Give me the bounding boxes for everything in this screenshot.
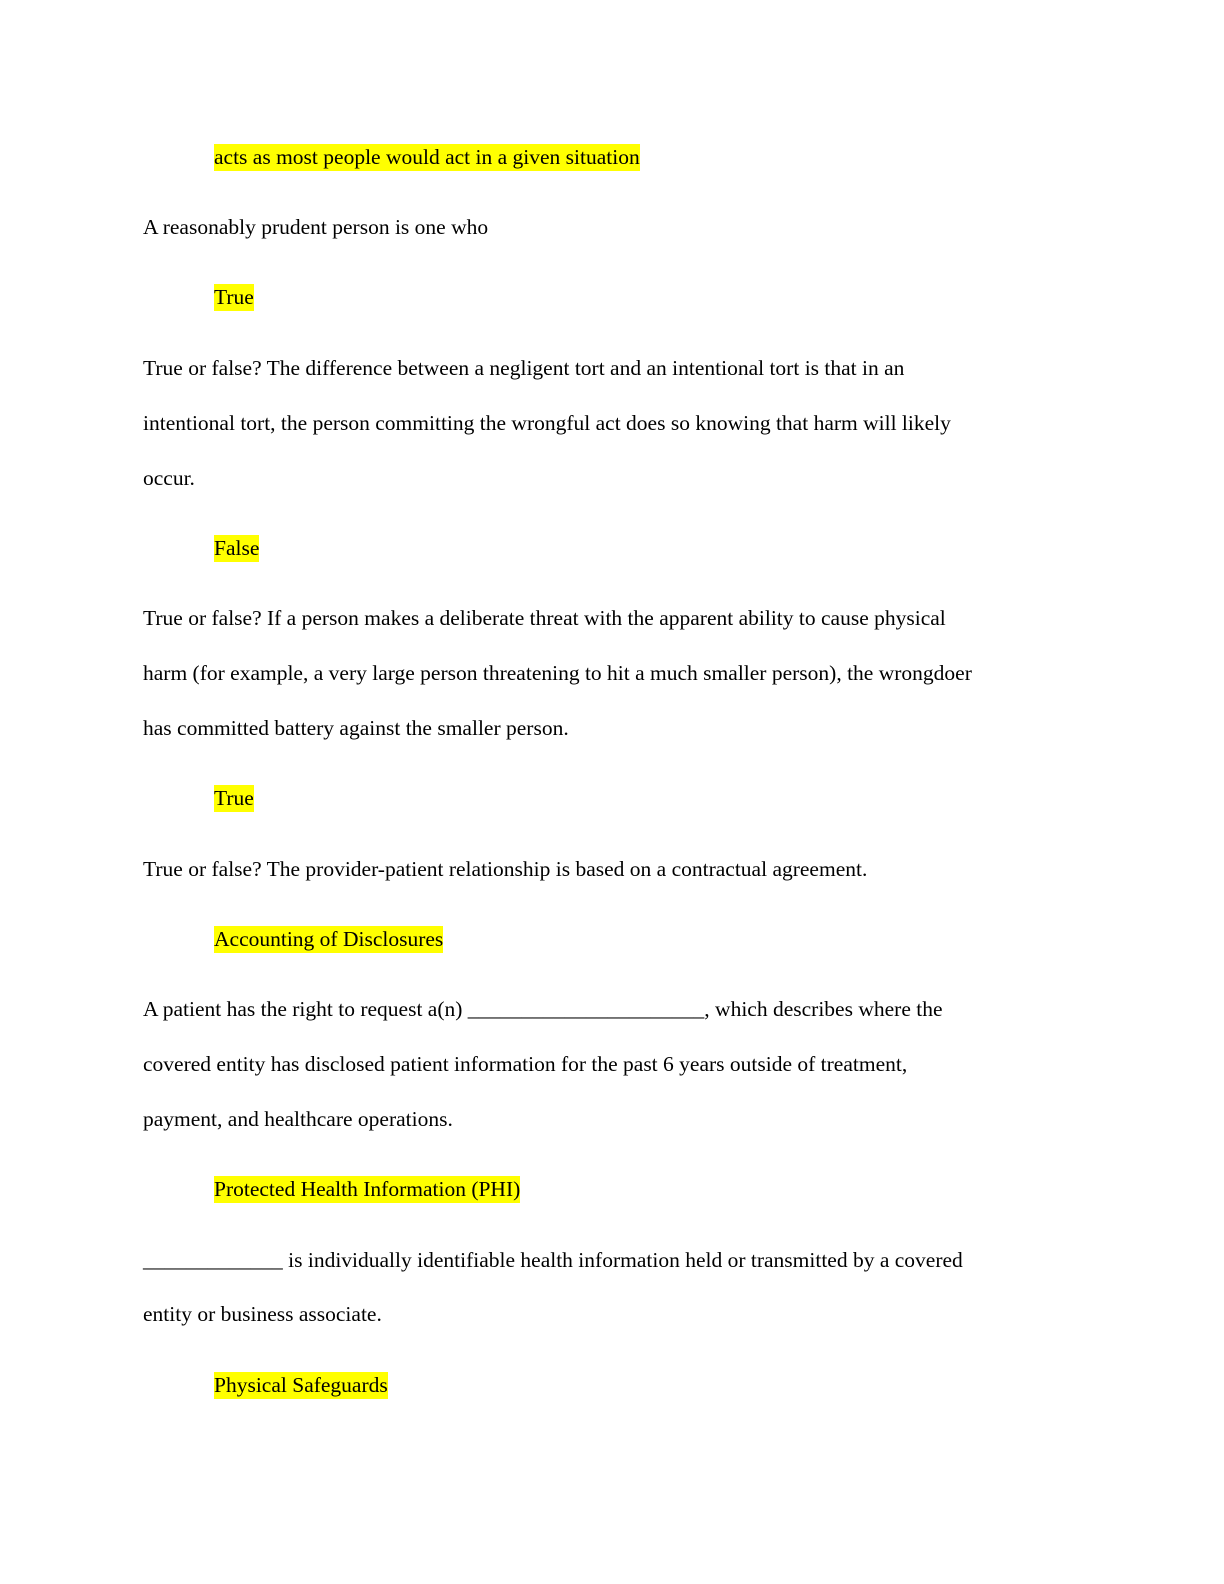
highlighted-answer: acts as most people would act in a given situation: [214, 145, 640, 169]
highlighted-answer: True: [214, 786, 254, 810]
question-line: covered entity has disclosed patient information for the past 6 years outside of treatment,: [143, 1052, 908, 1076]
highlighted-answer: True: [214, 285, 254, 309]
answer-line: [214, 1176, 520, 1202]
question-line: intentional tort, the person committing the wrongful act does so knowing that harm will likely: [143, 411, 951, 435]
answer-line: [214, 284, 254, 310]
answer-line: [214, 785, 254, 811]
highlighted-answer: Physical Safeguards: [214, 1373, 388, 1397]
answer-line: [214, 926, 443, 952]
question-line: _____________ is individually identifiable health information held or transmitted by a covered: [143, 1248, 963, 1272]
answer-line: [214, 144, 640, 170]
question-line: A patient has the right to request a(n) ______________________, which describes where the: [143, 997, 943, 1021]
question-line: occur.: [143, 466, 195, 490]
question-line: A reasonably prudent person is one who: [143, 215, 489, 239]
highlighted-answer: False: [214, 536, 260, 560]
question-line: True or false? The difference between a negligent tort and an intentional tort is that in an: [143, 356, 905, 380]
answer-line: [214, 1372, 388, 1398]
highlighted-answer: Protected Health Information (PHI): [214, 1177, 521, 1201]
question-line: harm (for example, a very large person threatening to hit a much smaller person), the wrongdoer: [143, 661, 972, 685]
question-line: entity or business associate.: [143, 1302, 382, 1326]
question-line: has committed battery against the smaller person.: [143, 716, 569, 740]
highlighted-answer: Accounting of Disclosures: [214, 927, 444, 951]
question-line: True or false? The provider-patient relationship is based on a contractual agreement.: [143, 857, 868, 881]
question-line: payment, and healthcare operations.: [143, 1107, 453, 1131]
question-line: True or false? If a person makes a deliberate threat with the apparent ability to cause physical: [143, 606, 946, 630]
answer-line: [214, 535, 259, 561]
